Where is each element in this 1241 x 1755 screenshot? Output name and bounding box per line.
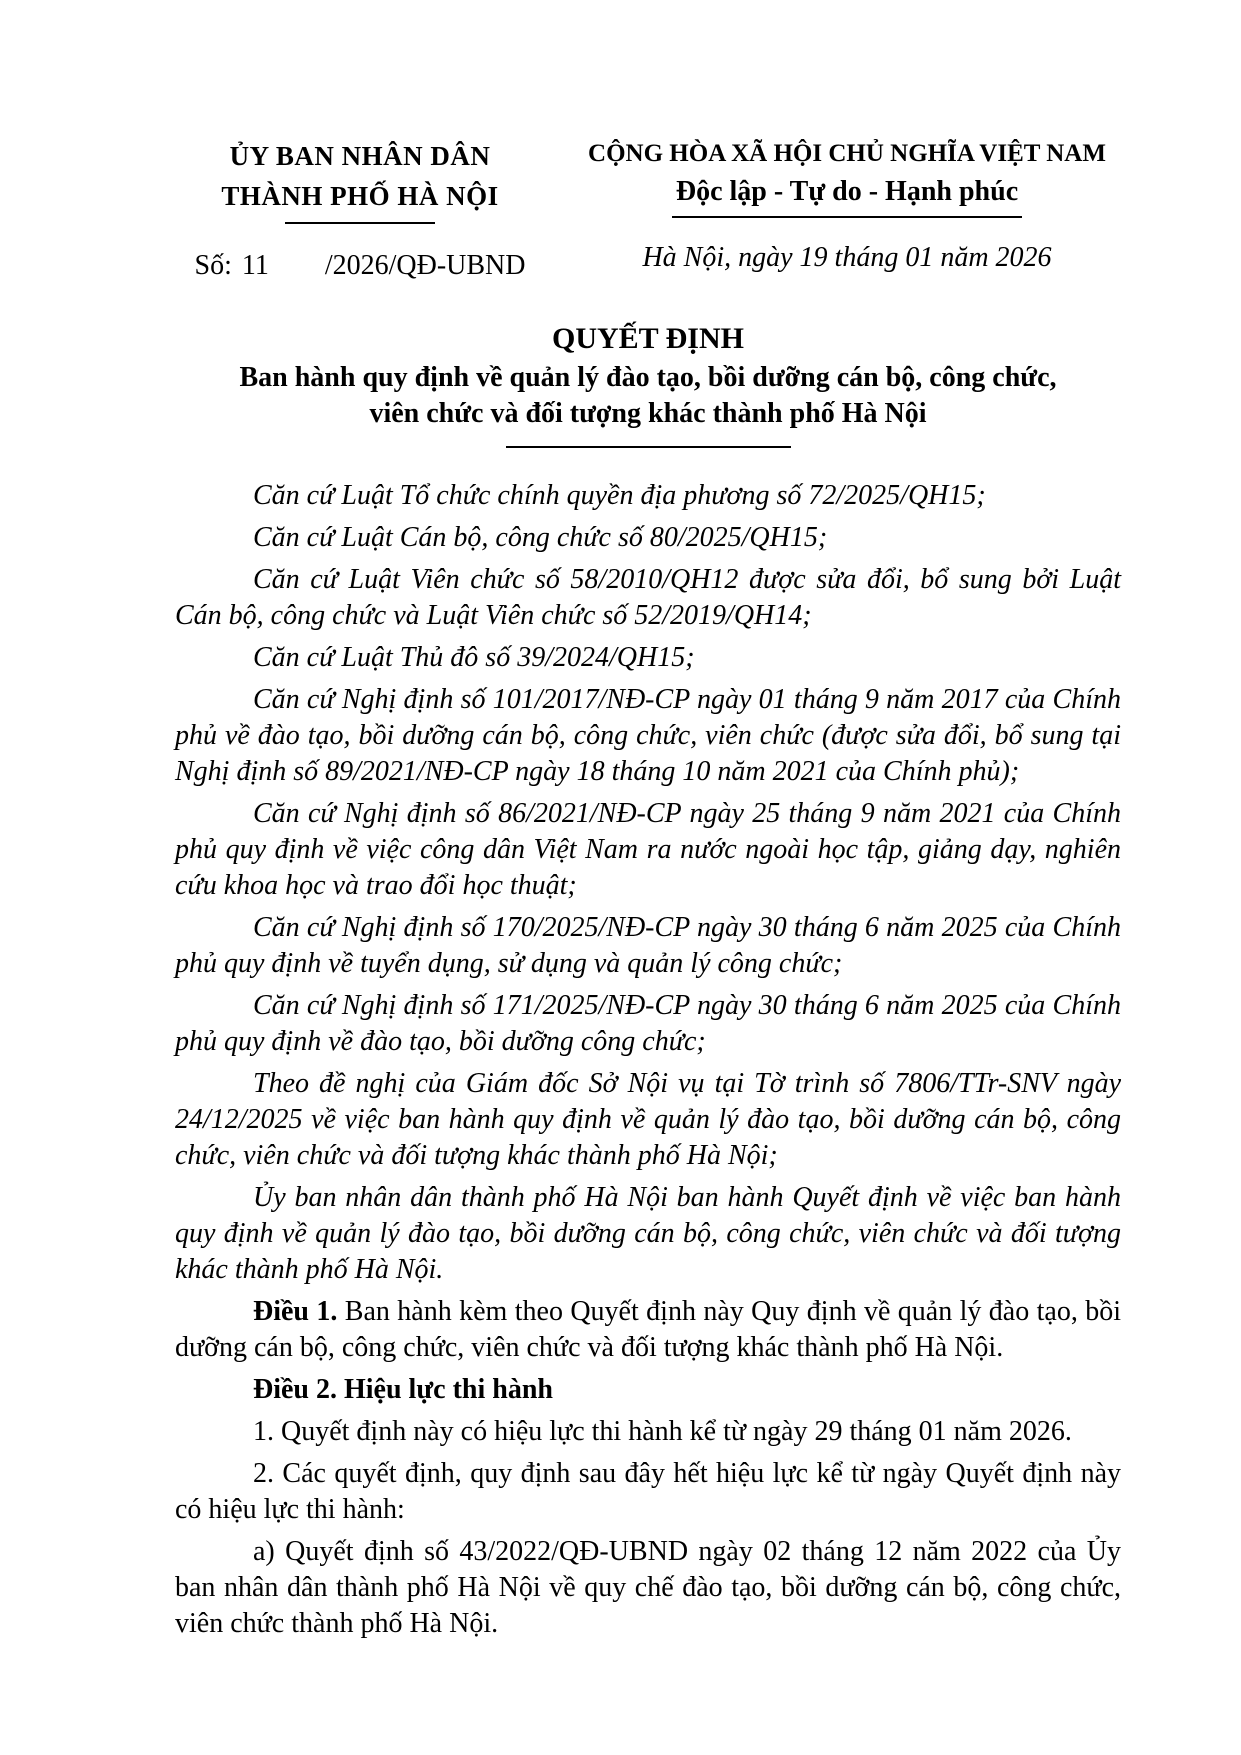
paragraph: Căn cứ Nghị định số 86/2021/NĐ-CP ngày 25 tháng 9 năm 2021 của Chính phủ quy định về việc công dân Việt Nam ra nước ngoài học tập, giảng dạy, nghiên cứu khoa học và trao đổi học thuật; <box>175 798 1121 901</box>
paragraph <box>175 1372 1121 1408</box>
document-number-value: 11 <box>241 250 269 281</box>
national-motto-line: Độc lập - Tự do - Hạnh phúc <box>675 176 1019 207</box>
issuer-underline <box>285 222 435 224</box>
issuer-block <box>175 136 545 282</box>
national-motto-block <box>573 136 1121 274</box>
document-subtitle-line1: Ban hành quy định về quản lý đào tạo, bồi dưỡng cán bộ, công chức, <box>239 362 1057 393</box>
paragraph: 1. Quyết định này có hiệu lực thi hành kể từ ngày 29 tháng 01 năm 2026. <box>253 1416 1072 1447</box>
document-number <box>175 250 545 282</box>
paragraph: Căn cứ Nghị định số 101/2017/NĐ-CP ngày 01 tháng 9 năm 2017 của Chính phủ về đào tạo, bồi dưỡng cán bộ, công chức, viên chức (được sửa đổi, bổ sung tại Nghị định số 89/2021/NĐ-CP ngày 18 tháng 10 năm 2021 của Chính phủ); <box>175 684 1121 787</box>
document-header <box>175 136 1121 282</box>
paragraph: Căn cứ Luật Tổ chức chính quyền địa phương số 72/2025/QH15; <box>253 480 986 511</box>
national-republic-line: CỘNG HÒA XÃ HỘI CHỦ NGHĨA VIỆT NAM <box>588 140 1106 167</box>
paragraph: Ủy ban nhân dân thành phố Hà Nội ban hành Quyết định về việc ban hành quy định về quản lý đào tạo, bồi dưỡng cán bộ, công chức, viên chức và đối tượng khác thành phố Hà Nội. <box>175 1182 1121 1285</box>
paragraph-lead: Điều 2. Hiệu lực thi hành <box>253 1374 553 1405</box>
issuer-name: ỦY BAN NHÂN DÂN <box>229 141 491 171</box>
dateline: Hà Nội, ngày 19 tháng 01 năm 2026 <box>642 242 1052 273</box>
paragraph: Căn cứ Nghị định số 170/2025/NĐ-CP ngày 30 tháng 6 năm 2025 của Chính phủ quy định về tuyển dụng, sử dụng và quản lý công chức; <box>175 912 1121 979</box>
paragraph: 2. Các quyết định, quy định sau đây hết hiệu lực kể từ ngày Quyết định này có hiệu lực thi hành: <box>175 1458 1121 1525</box>
document-title: QUYẾT ĐỊNH <box>552 322 744 355</box>
document-subtitle <box>175 360 1121 432</box>
document-number-label: Số: <box>194 250 232 281</box>
title-block <box>175 320 1121 448</box>
paragraph: Căn cứ Nghị định số 171/2025/NĐ-CP ngày 30 tháng 6 năm 2025 của Chính phủ quy định về đào tạo, bồi dưỡng công chức; <box>175 990 1121 1057</box>
document-number-suffix: /2026/QĐ-UBND <box>324 250 526 281</box>
paragraph: Theo đề nghị của Giám đốc Sở Nội vụ tại Tờ trình số 7806/TTr-SNV ngày 24/12/2025 về việc ban hành quy định về quản lý đào tạo, bồi dưỡng cán bộ, công chức, viên chức và đối tượng khác thành phố Hà Nội; <box>175 1068 1121 1171</box>
title-underline <box>506 446 791 448</box>
motto-underline <box>672 216 1022 218</box>
document-body <box>175 478 1121 1642</box>
paragraph: Căn cứ Luật Thủ đô số 39/2024/QH15; <box>253 642 695 673</box>
document-subtitle-line2: viên chức và đối tượng khác thành phố Hà Nội <box>369 398 927 429</box>
paragraph: Điều 1. Ban hành kèm theo Quyết định này Quy định về quản lý đào tạo, bồi dưỡng cán bộ, công chức, viên chức và đối tượng khác thành phố Hà Nội. <box>175 1296 1121 1363</box>
paragraph: Căn cứ Luật Viên chức số 58/2010/QH12 được sửa đổi, bổ sung bởi Luật Cán bộ, công chức và Luật Viên chức số 52/2019/QH14; <box>175 564 1121 631</box>
paragraph: Căn cứ Luật Cán bộ, công chức số 80/2025/QH15; <box>253 522 828 553</box>
issuer-city: THÀNH PHỐ HÀ NỘI <box>221 181 499 211</box>
paragraph: a) Quyết định số 43/2022/QĐ-UBND ngày 02 tháng 12 năm 2022 của Ủy ban nhân dân thành phố Hà Nội về quy chế đào tạo, bồi dưỡng cán bộ, công chức, viên chức thành phố Hà Nội. <box>175 1536 1121 1639</box>
paragraph-lead: Điều 1. <box>253 1296 338 1327</box>
